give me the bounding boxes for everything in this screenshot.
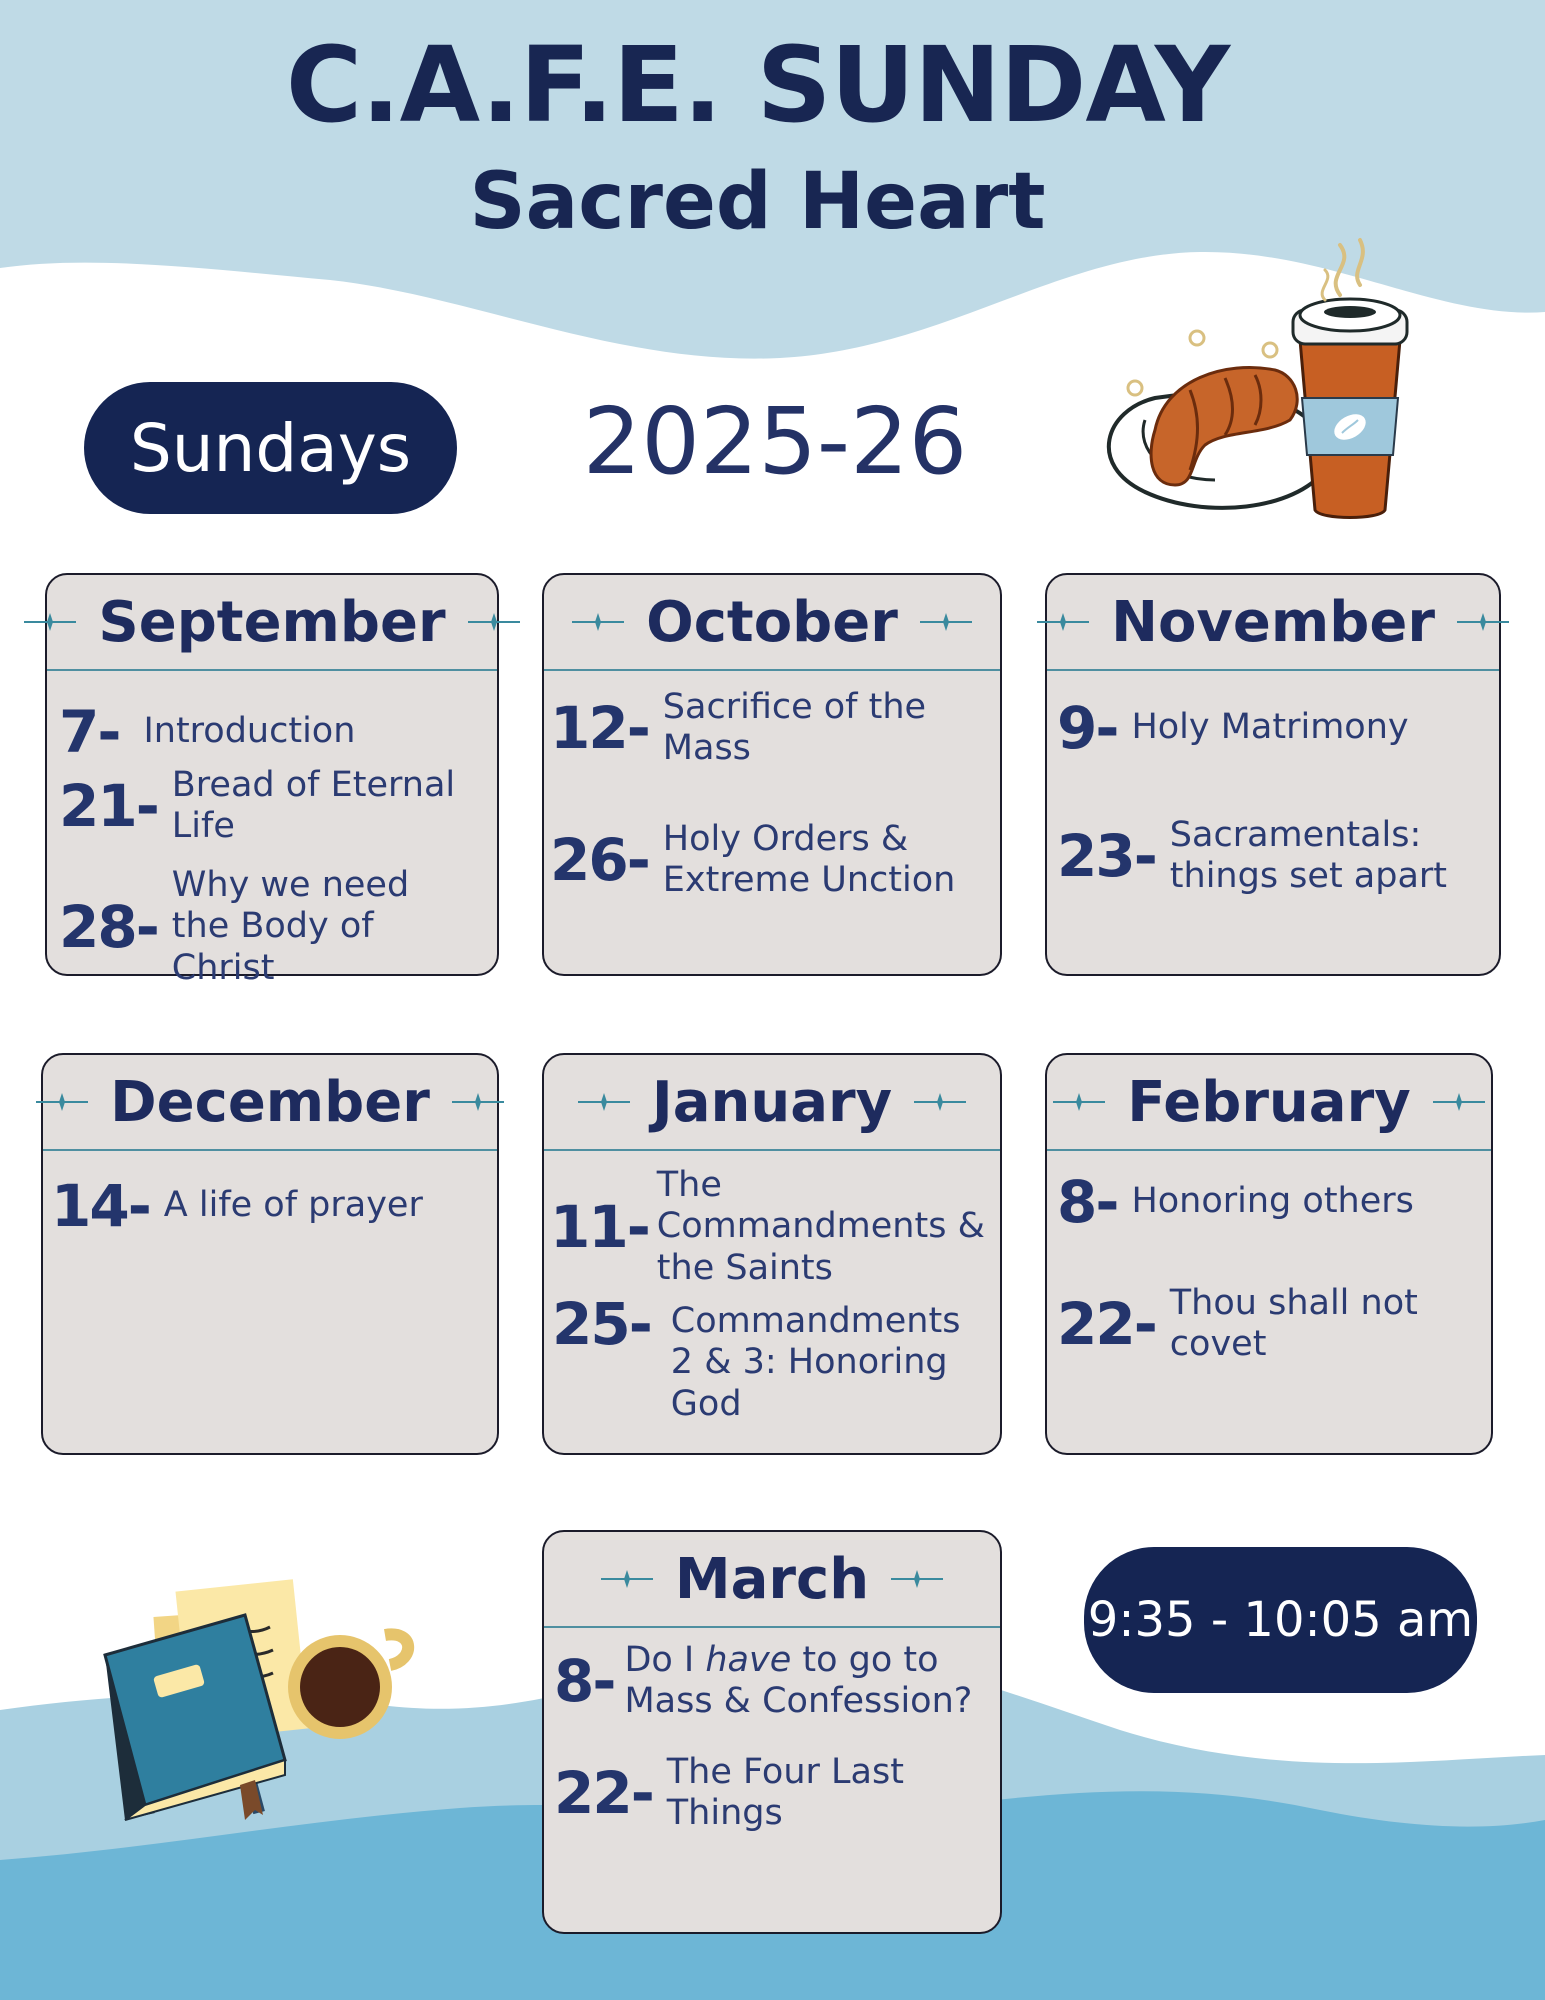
sparkle-icon — [1457, 612, 1509, 632]
month-card-december — [41, 1053, 499, 1455]
sundays-badge: Sundays — [84, 382, 457, 514]
entry-date: 12- — [550, 694, 649, 763]
list-item — [59, 698, 489, 766]
entry-date: 28- — [59, 892, 158, 961]
coffee-mug-icon — [288, 1634, 408, 1739]
month-name: September — [98, 589, 446, 655]
sparkle-icon — [601, 1569, 653, 1589]
list-item — [554, 1640, 999, 1723]
list-item — [59, 765, 489, 848]
entry-topic: Introduction — [143, 711, 356, 752]
entry-date: 11- — [550, 1192, 649, 1261]
month-card-september — [45, 573, 499, 988]
sparkle-icon — [1433, 1092, 1485, 1112]
entry-topic — [624, 1640, 984, 1723]
sparkle-icon — [1053, 1092, 1105, 1112]
entry-date: 22- — [554, 1759, 653, 1828]
sparkle-icon — [468, 612, 520, 632]
month-header — [544, 1532, 1000, 1628]
sparkle-icon — [1037, 612, 1089, 632]
sparkle-icon — [891, 1569, 943, 1589]
sparkle-icon — [452, 1092, 504, 1112]
entry-topic: A life of prayer — [163, 1185, 423, 1226]
sparkle-icon — [24, 612, 76, 632]
month-header — [1047, 575, 1499, 671]
list-item — [552, 1290, 1002, 1425]
month-header — [43, 1055, 497, 1151]
month-header — [1047, 1055, 1491, 1151]
month-card-march — [542, 1530, 1002, 1934]
entry-topic: Thou shall not covet — [1169, 1283, 1418, 1365]
entry-topic: The Commandments & the Saints — [656, 1165, 985, 1288]
time-badge: 9:35 - 10:05 am — [1084, 1547, 1477, 1693]
entry-topic: Holy Matrimony — [1131, 707, 1409, 748]
month-header — [544, 575, 1000, 671]
page-subtitle: Sacred Heart — [469, 157, 1046, 247]
month-name: December — [110, 1069, 430, 1135]
list-item — [550, 687, 996, 770]
entry-date: 21- — [59, 772, 158, 841]
month-name: November — [1111, 589, 1435, 655]
topic-text: Do I — [624, 1640, 706, 1680]
list-item — [1057, 1168, 1487, 1236]
entry-topic: Bread of Eternal Life — [171, 765, 456, 847]
topic-emphasis: have — [705, 1640, 792, 1680]
list-item — [550, 819, 996, 902]
entry-date: 25- — [552, 1290, 651, 1358]
month-card-october — [542, 573, 1002, 976]
month-card-november — [1045, 573, 1501, 976]
month-header — [544, 1055, 1000, 1151]
list-item — [51, 1172, 491, 1240]
list-item — [59, 865, 489, 989]
entry-topic: Sacramentals: things set apart — [1169, 815, 1448, 897]
entry-topic: Holy Orders & Extreme Unction — [662, 819, 956, 901]
entry-date: 26- — [550, 826, 649, 895]
entry-date: 14- — [51, 1172, 150, 1240]
month-card-january — [542, 1053, 1002, 1455]
sparkle-icon — [578, 1092, 630, 1112]
list-item — [1057, 1283, 1487, 1366]
month-header — [47, 575, 497, 671]
entry-date: 8- — [1057, 1168, 1118, 1236]
list-item — [554, 1752, 999, 1835]
entry-topic: The Four Last Things — [666, 1752, 904, 1834]
entry-topic: Sacrifice of the Mass — [662, 687, 927, 769]
entry-topic: Commandments 2 & 3: Honoring God — [670, 1301, 961, 1424]
month-name: March — [674, 1546, 870, 1612]
topic-text: to go to Mass & Confession? — [624, 1640, 973, 1722]
month-name: January — [651, 1069, 893, 1135]
sparkle-icon — [914, 1092, 966, 1112]
entry-date: 23- — [1057, 822, 1156, 891]
page-title: C.A.F.E. SUNDAY — [285, 24, 1230, 146]
month-name: February — [1127, 1069, 1411, 1135]
entry-topic: Why we need the Body of Christ — [171, 865, 410, 988]
sparkle-icon — [36, 1092, 88, 1112]
list-item — [1057, 694, 1497, 762]
school-year: 2025-26 — [582, 388, 968, 495]
entry-date: 22- — [1057, 1290, 1156, 1359]
sparkle-icon — [572, 612, 624, 632]
list-item — [1057, 815, 1497, 898]
month-card-february — [1045, 1053, 1493, 1455]
book-coffee-icon — [95, 1575, 425, 1865]
coffee-croissant-icon — [1095, 230, 1425, 540]
sparkle-icon — [920, 612, 972, 632]
entry-date: 9- — [1057, 694, 1118, 762]
entry-topic: Honoring others — [1131, 1181, 1414, 1222]
entry-date: 8- — [554, 1647, 615, 1716]
entry-date: 7- — [59, 698, 120, 766]
list-item — [550, 1165, 1000, 1289]
month-name: October — [646, 589, 898, 655]
